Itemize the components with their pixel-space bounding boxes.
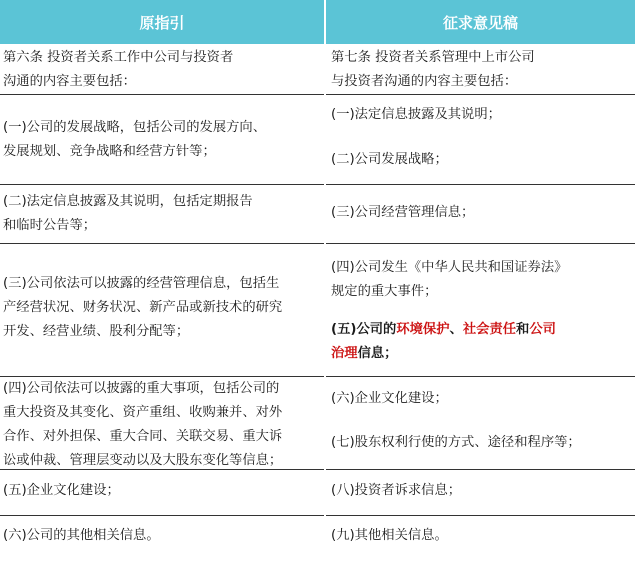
- right-row-3a: [328, 256, 635, 304]
- left-row-2-text: (二)法定信息披露及其说明，包括定期报告 和临时公告等；: [3, 194, 253, 233]
- left-row-3: [0, 272, 322, 344]
- right-row-0-text: 第七条 投资者关系管理中上市公司 与投资者沟通的内容主要包括：: [331, 50, 535, 89]
- left-row-0-text: 第六条 投资者关系工作中公司与投资者 沟通的内容主要包括：: [3, 50, 234, 89]
- left-row-4: [0, 377, 322, 473]
- header-original: 原指引: [0, 0, 324, 44]
- right-row-5: [328, 479, 635, 503]
- right-row-0: [328, 46, 635, 94]
- left-row-0: [0, 46, 322, 94]
- right-row-1b: [328, 148, 635, 172]
- text-part: 信息；: [357, 346, 398, 361]
- right-row-5-text: (八)投资者诉求信息；: [331, 483, 462, 498]
- left-row-5: [0, 479, 322, 503]
- left-row-1: [0, 116, 322, 164]
- row-divider: [0, 469, 635, 470]
- right-row-2: [328, 201, 635, 225]
- right-row-3b-text: [331, 318, 635, 366]
- right-row-4a-text: (六)企业文化建设；: [331, 391, 448, 406]
- left-row-6-text: (六)公司的其他相关信息。: [3, 528, 160, 543]
- highlight-environment: 环境保护: [396, 322, 450, 337]
- right-row-2-text: (三)公司经营管理信息；: [331, 205, 475, 220]
- right-row-3b: [328, 318, 635, 366]
- left-row-4-text: (四)公司依法可以披露的重大事项，包括公司的 重大投资及其变化、资产重组、收购兼并、对外 合作、对外担保、重大合同、关联交易、重大诉 讼或仲裁、管理层变动以及大股东变化等信息；: [3, 381, 283, 468]
- right-row-4b-text: (七)股东权利行使的方式、途径和程序等；: [331, 435, 581, 450]
- left-row-6: [0, 524, 322, 548]
- left-row-2: [0, 190, 322, 238]
- right-row-4a: [328, 387, 635, 411]
- text-part: (五)公司的: [331, 322, 397, 337]
- left-row-5-text: (五)企业文化建设；: [3, 483, 120, 498]
- right-row-1a-text: (一)法定信息披露及其说明；: [331, 107, 501, 122]
- column-separator: [324, 0, 326, 561]
- highlight-company: 公司: [529, 322, 556, 337]
- text-part: 和: [516, 322, 530, 337]
- right-row-6-text: (九)其他相关信息。: [331, 528, 448, 543]
- right-row-1b-text: (二)公司发展战略；: [331, 152, 448, 167]
- left-row-1-text: (一)公司的发展战略，包括公司的发展方向、 发展规划、竞争战略和经营方针等；: [3, 120, 267, 159]
- header-draft: 征求意见稿: [326, 0, 635, 44]
- row-divider: [0, 243, 635, 244]
- left-row-3-text: (三)公司依法可以披露的经营管理信息，包括生 产经营状况、财务状况、新产品或新技术的研究 开发、经营业绩、股利分配等；: [3, 276, 283, 339]
- right-row-3a-text: (四)公司发生《中华人民共和国证券法》 规定的重大事件；: [331, 260, 568, 299]
- text-part: 、: [449, 322, 463, 337]
- right-row-6: [328, 524, 635, 548]
- right-row-1a: [328, 103, 635, 127]
- highlight-social: 社会责任: [462, 322, 517, 337]
- row-divider: [0, 184, 635, 185]
- right-row-4b: [328, 431, 635, 455]
- highlight-governance: 治理: [331, 346, 358, 361]
- row-divider: [0, 94, 635, 95]
- row-divider: [0, 515, 635, 516]
